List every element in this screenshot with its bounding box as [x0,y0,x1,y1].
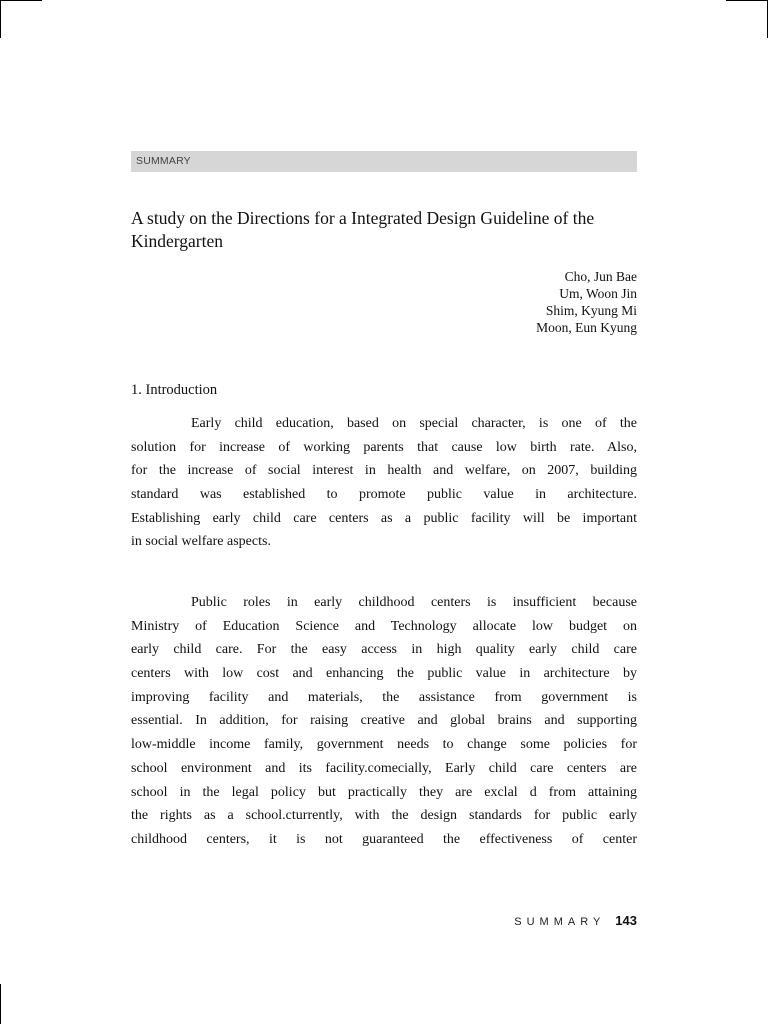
crop-mark-top-left-vertical [0,0,1,38]
paragraph-line: school environment and its facility.comecially, Early child care centers are [131,760,637,776]
paragraph-line: Establishing early child care centers as a public facility will be important [131,510,637,526]
page-number: 143 [615,913,637,928]
paragraph-line: improving facility and materials, the assistance from government is [131,689,637,705]
section-label-bar [131,151,637,172]
paragraph-line: centers with low cost and enhancing the public value in architecture by [131,666,637,682]
paragraph-line: early child care. For the easy access in high quality early child care [131,642,637,658]
document-title: A study on the Directions for a Integrated Design Guideline of the Kindergarten [131,208,595,251]
paragraph-line: solution for increase of working parents that cause low birth rate. Also, [131,439,637,455]
paragraph [131,591,637,852]
paragraph-line: Public roles in early childhood centers is insufficient because [191,595,637,610]
crop-mark-top-right-horizontal [726,0,768,1]
section-heading: 1. Introduction [131,382,218,398]
section-label: SUMMARY [136,155,191,167]
paragraph-line: Early child education, based on special character, is one of the [191,416,637,431]
paragraph [131,412,637,554]
crop-mark-bottom-left-vertical [0,984,1,1024]
crop-mark-top-left-horizontal [0,0,42,1]
paragraph-line: childhood centers, it is not guaranteed the effectiveness of center [131,831,637,847]
author-name: Um, Woon Jin [559,286,637,301]
author-name: Cho, Jun Bae [564,269,637,284]
paragraph-line: in social welfare aspects. [131,534,271,550]
paragraph-line: for the increase of social interest in health and welfare, on 2007, building [131,463,637,479]
paragraph-line: essential. In addition, for raising creative and global brains and supporting [131,713,637,729]
paragraph-line: Ministry of Education Science and Technology allocate low budget on [131,618,637,634]
author-name: Moon, Eun Kyung [536,320,637,335]
author-list [536,268,637,336]
author-name: Shim, Kyung Mi [545,303,637,318]
page-footer [514,913,637,928]
paragraph-line: the rights as a school.cturrently, with the design standards for public early [131,808,637,824]
paragraph-line: low-middle income family, government needs to change some policies for [131,737,637,753]
footer-label: SUMMARY [514,916,606,928]
paragraph-line: standard was established to promote public value in architecture. [131,487,637,503]
paragraph-line: school in the legal policy but practically they are exclal d from attaining [131,784,637,800]
